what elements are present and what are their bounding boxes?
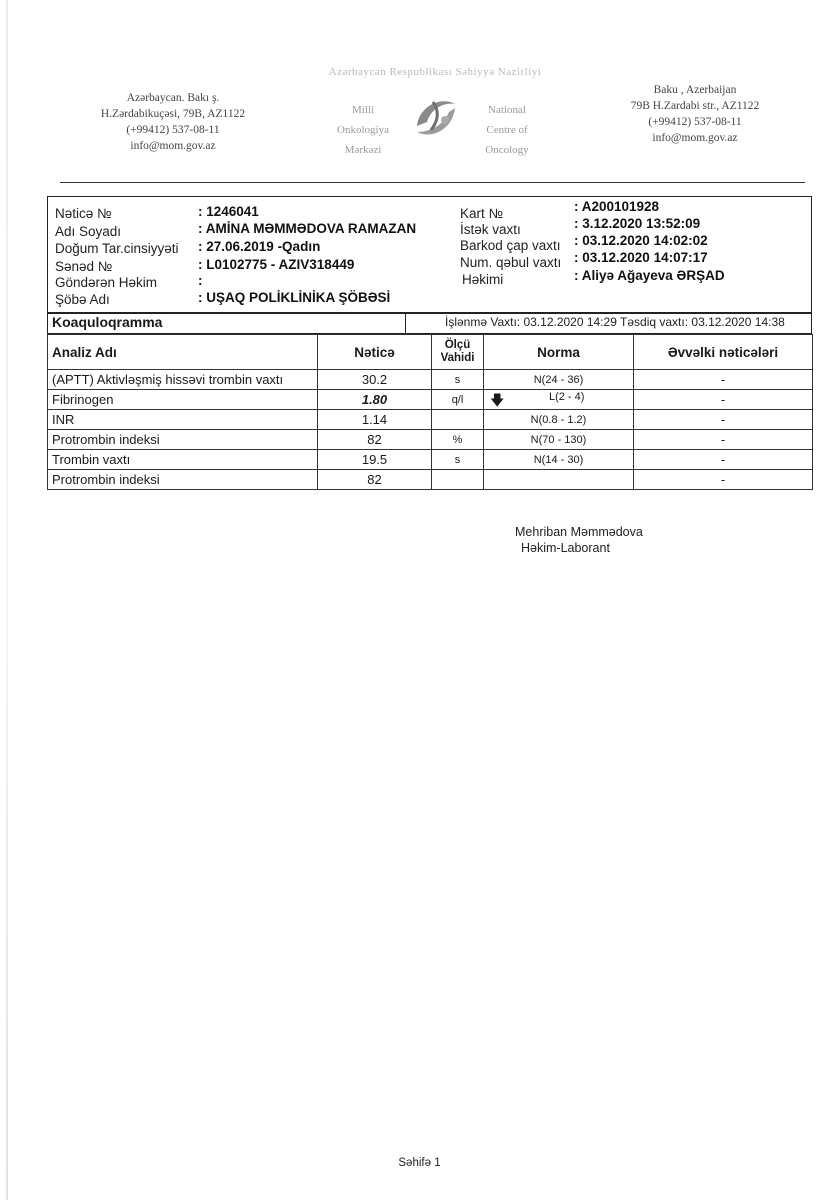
department-label: Şöbə Adı	[55, 292, 110, 307]
analysis-name: (APTT) Aktivləşmiş hissəvi trombin vaxtı	[48, 370, 318, 390]
result-value: 1.80	[318, 390, 432, 410]
norm-value	[484, 470, 634, 490]
results-table	[47, 334, 813, 490]
logo-left-line: Onkologiya	[337, 124, 389, 136]
header-norm: Norma	[484, 335, 634, 370]
full-name-value: : AMİNA MƏMMƏDOVA RAMAZAN	[198, 221, 417, 236]
result-number-label: Nəticə №	[55, 206, 112, 221]
request-time-value: : 3.12.2020 13:52:09	[574, 216, 701, 231]
low-arrow-icon: 🡇	[490, 391, 505, 408]
full-name-label: Adı Soyadı	[55, 224, 122, 239]
table-row	[48, 410, 813, 430]
result-value: 30.2	[318, 370, 432, 390]
analysis-name: Fibrinogen	[48, 390, 318, 410]
right-address-line: info@mom.gov.az	[652, 132, 738, 144]
header-unit	[432, 335, 484, 370]
unit-value: s	[432, 450, 484, 470]
previous-result: -	[634, 430, 813, 450]
norm-value: N(70 - 130)	[484, 430, 634, 450]
header-result: Nəticə	[318, 335, 432, 370]
unit-value: %	[432, 430, 484, 450]
barcode-print-time-label: Barkod çap vaxtı	[460, 238, 561, 253]
norm-value: N(14 - 30)	[484, 450, 634, 470]
header-analysis-name: Analiz Adı	[48, 335, 318, 370]
logo-right-text	[472, 100, 542, 160]
right-address-block	[600, 82, 790, 146]
document-number-label: Sənəd №	[55, 259, 113, 274]
page-number: Səhifə 1	[398, 1157, 441, 1169]
norm-value: N(0.8 - 1.2)	[484, 410, 634, 430]
processed-time: İşlənmə Vaxtı: 03.12.2020 14:29	[445, 315, 617, 329]
logo-right-line: National	[488, 104, 526, 116]
result-value: 1.14	[318, 410, 432, 430]
institution-logo	[280, 66, 590, 176]
doctor-label: Həkimi	[462, 272, 504, 287]
header-divider	[60, 182, 805, 183]
department-value: : UŞAQ POLİKLİNİKA ŞÖBƏSİ	[198, 290, 391, 305]
previous-result: -	[634, 470, 813, 490]
left-address-block	[68, 90, 278, 154]
card-number-value: : A200101928	[574, 199, 660, 214]
referring-doctor-value: :	[198, 273, 203, 288]
birthdate-gender-value: : 27.06.2019 -Qadın	[198, 239, 321, 254]
result-number-value: : 1246041	[198, 204, 259, 219]
norm-cell	[484, 390, 634, 410]
signature-block	[515, 524, 643, 556]
analysis-name: INR	[48, 410, 318, 430]
right-address-line: 79B H.Zardabi str., AZ1122	[630, 100, 760, 112]
table-row	[48, 450, 813, 470]
norm-value: L(2 - 4)	[548, 390, 585, 403]
previous-result: -	[634, 450, 813, 470]
request-time-label: İstək vaxtı	[460, 222, 521, 237]
unit-value: s	[432, 370, 484, 390]
logo-left-text	[328, 100, 398, 160]
section-title: Koaquloqramma	[52, 314, 163, 330]
document-number-value: : L0102775 - AZIV318449	[198, 257, 355, 272]
logo-arc-text: Azərbaycan Respublikası Səhiyyə Nazirliyi	[328, 66, 542, 78]
ribbon-hands-emblem-icon	[405, 86, 467, 148]
unit-value: q/l	[432, 390, 484, 410]
approved-time: Təsdiq vaxtı: 03.12.2020 14:38	[620, 315, 785, 329]
previous-result: -	[634, 390, 813, 410]
header-previous-results: Əvvəlki nəticələri	[634, 335, 813, 370]
scan-edge	[6, 0, 8, 1200]
unit-value	[432, 410, 484, 430]
header-unit-line: Ölçü	[444, 339, 471, 351]
result-value: 82	[318, 430, 432, 450]
header-unit-line: Vahidi	[440, 352, 475, 364]
left-address-line: H.Zərdabikuçəsi, 79B, AZ1122	[100, 108, 246, 120]
norm-value: N(24 - 36)	[484, 370, 634, 390]
section-times	[445, 315, 785, 329]
signatory-name: Mehriban Məmmədova	[515, 525, 643, 539]
table-row	[48, 370, 813, 390]
analysis-name: Trombin vaxtı	[48, 450, 318, 470]
unit-value	[432, 470, 484, 490]
left-address-line: info@mom.gov.az	[130, 140, 216, 152]
signatory-role: Həkim-Laborant	[521, 541, 610, 555]
logo-right-line: Oncology	[485, 144, 529, 156]
card-number-label: Kart №	[460, 206, 503, 221]
section-divider	[405, 312, 406, 334]
birthdate-gender-label: Doğum Tar.cinsiyyəti	[55, 241, 179, 256]
result-value: 82	[318, 470, 432, 490]
table-row	[48, 470, 813, 490]
table-row	[48, 390, 813, 410]
previous-result: -	[634, 370, 813, 390]
right-address-line: Baku , Azerbaijan	[653, 84, 737, 96]
logo-left-line: Mərkəzi	[344, 144, 382, 156]
doctor-value: : Aliyə Ağayeva ƏRŞAD	[574, 268, 725, 283]
result-value: 19.5	[318, 450, 432, 470]
logo-left-line: Milli	[351, 104, 374, 116]
analysis-name: Protrombin indeksi	[48, 470, 318, 490]
table-header-row	[48, 335, 813, 370]
left-address-line: (+99412) 537-08-11	[126, 124, 220, 136]
analysis-name: Protrombin indeksi	[48, 430, 318, 450]
logo-right-line: Centre of	[486, 124, 528, 136]
barcode-print-time-value: : 03.12.2020 14:02:02	[574, 233, 708, 248]
table-row	[48, 430, 813, 450]
sample-receive-time-label: Num. qəbul vaxtı	[460, 255, 562, 270]
referring-doctor-label: Göndərən Həkim	[55, 275, 158, 290]
right-address-line: (+99412) 537-08-11	[648, 116, 742, 128]
left-address-line: Azərbaycan. Bakı ş.	[126, 92, 220, 104]
sample-receive-time-value: : 03.12.2020 14:07:17	[574, 250, 708, 265]
previous-result: -	[634, 410, 813, 430]
